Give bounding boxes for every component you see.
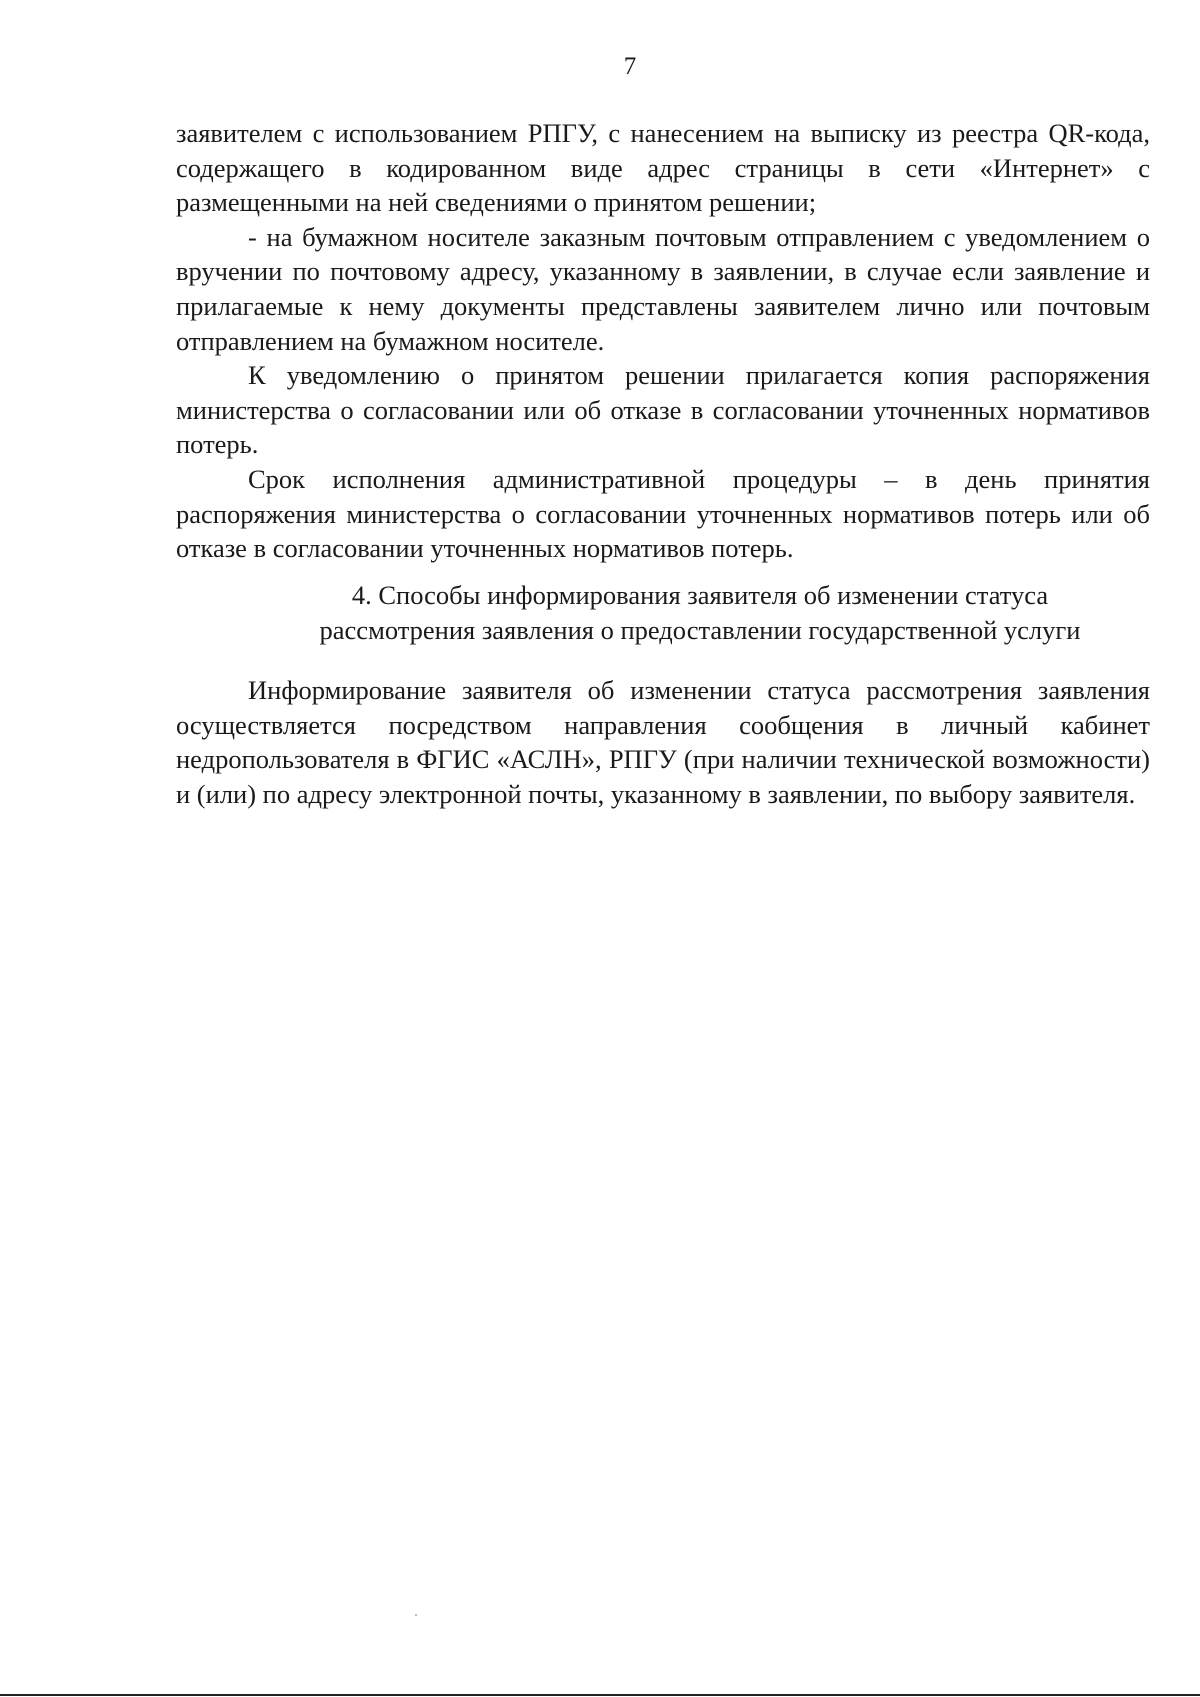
scan-speck bbox=[415, 1614, 417, 1616]
body-text-top bbox=[176, 116, 1150, 566]
paragraph-continuation: заявителем с использованием РПГУ, с нанесением на выписку из реестра QR-кода, содержащего в кодированном виде адрес страницы в сети «Интернет» с размещенными на ней сведениями о принятом решении; bbox=[176, 118, 1150, 218]
body-text-bottom bbox=[176, 673, 1150, 811]
scan-bottom-edge bbox=[0, 1694, 1200, 1696]
paragraph-paper-delivery: - на бумажном носителе заказным почтовым отправлением с уведомлением о вручении по почтовому адресу, указанному в заявлении, в случае если заявление и прилагаемые к нему документы представлены заявителем лично или почтовым отправлением на бумажном носителе. bbox=[176, 221, 1150, 356]
section-heading bbox=[250, 578, 1150, 647]
paragraph-deadline: Срок исполнения административной процедуры – в день принятия распоряжения министерства о согласовании уточненных нормативов потерь или об отказе в согласовании уточненных нормативов потерь. bbox=[176, 463, 1150, 564]
section-heading-line-2: рассмотрения заявления о предоставлении государственной услуги bbox=[319, 614, 1081, 645]
section-heading-line-1: 4. Способы информирования заявителя об изменении статуса bbox=[351, 580, 1049, 610]
paragraph-attachment: К уведомлению о принятом решении прилагается копия распоряжения министерства о согласовании или об отказе в согласовании уточненных нормативов потерь. bbox=[176, 360, 1150, 460]
paragraph-status-info: Информирование заявителя об изменении статуса рассмотрения заявления осуществляется посредством направления сообщения в личный кабинет недропользователя в ФГИС «АСЛН», РПГУ (при наличии технической возможности) и (или) по адресу электронной почты, указанному в заявлении, по выбору заявителя. bbox=[176, 675, 1150, 809]
page-number: 7 bbox=[623, 53, 637, 80]
